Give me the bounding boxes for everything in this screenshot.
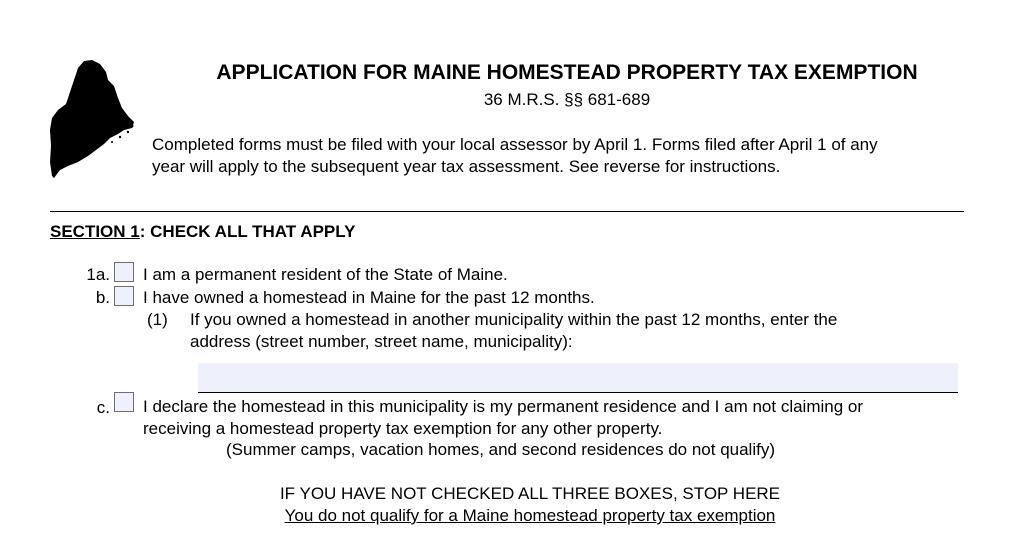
stop-notice: IF YOU HAVE NOT CHECKED ALL THREE BOXES, STOP HERE	[279, 484, 781, 503]
intro-text-line-2: year will apply to the subsequent year tax assessment. See reverse for instructions.	[152, 157, 781, 176]
item-1a-label: 1a.	[86, 265, 110, 284]
item-1b-text: I have owned a homestead in Maine for the past 12 months.	[143, 288, 595, 307]
item-1c-text-line-1: I declare the homestead in this municipality is my permanent residence and I am not claiming or	[143, 397, 864, 416]
item-1c-label: c.	[96, 398, 110, 417]
item-1c-text-line-2: receiving a homestead property tax exemption for any other property.	[143, 419, 663, 438]
item-1b-sub-label: (1)	[147, 310, 168, 329]
section-1-title-suffix: : CHECK ALL THAT APPLY	[139, 222, 356, 241]
maine-state-silhouette-icon	[48, 58, 138, 186]
section-1-header	[50, 221, 355, 243]
item-1b-checkbox[interactable]	[114, 286, 134, 306]
intro-text-line-1: Completed forms must be filed with your local assessor by April 1. Forms filed after April 1 of any	[152, 135, 878, 154]
prior-homestead-address-input[interactable]	[198, 363, 958, 393]
section-divider	[50, 211, 964, 212]
form-title: APPLICATION FOR MAINE HOMESTEAD PROPERTY TAX EXEMPTION	[216, 61, 918, 84]
item-1b-label: b.	[95, 288, 110, 307]
item-1b-sub-text-line-2: address (street number, street name, municipality):	[190, 332, 573, 351]
item-1c-checkbox[interactable]	[114, 392, 134, 412]
item-1c-note: (Summer camps, vacation homes, and second residences do not qualify)	[226, 440, 775, 459]
item-1b-sub-text-line-1: If you owned a homestead in another municipality within the past 12 months, enter the	[190, 310, 838, 329]
section-1-title-prefix: SECTION 1	[50, 222, 140, 241]
item-1a-text: I am a permanent resident of the State of Maine.	[143, 265, 508, 284]
statute-reference: 36 M.R.S. §§ 681-689	[483, 90, 651, 109]
item-1a-checkbox[interactable]	[114, 262, 134, 282]
not-qualify-notice: You do not qualify for a Maine homestead property tax exemption	[284, 506, 776, 525]
